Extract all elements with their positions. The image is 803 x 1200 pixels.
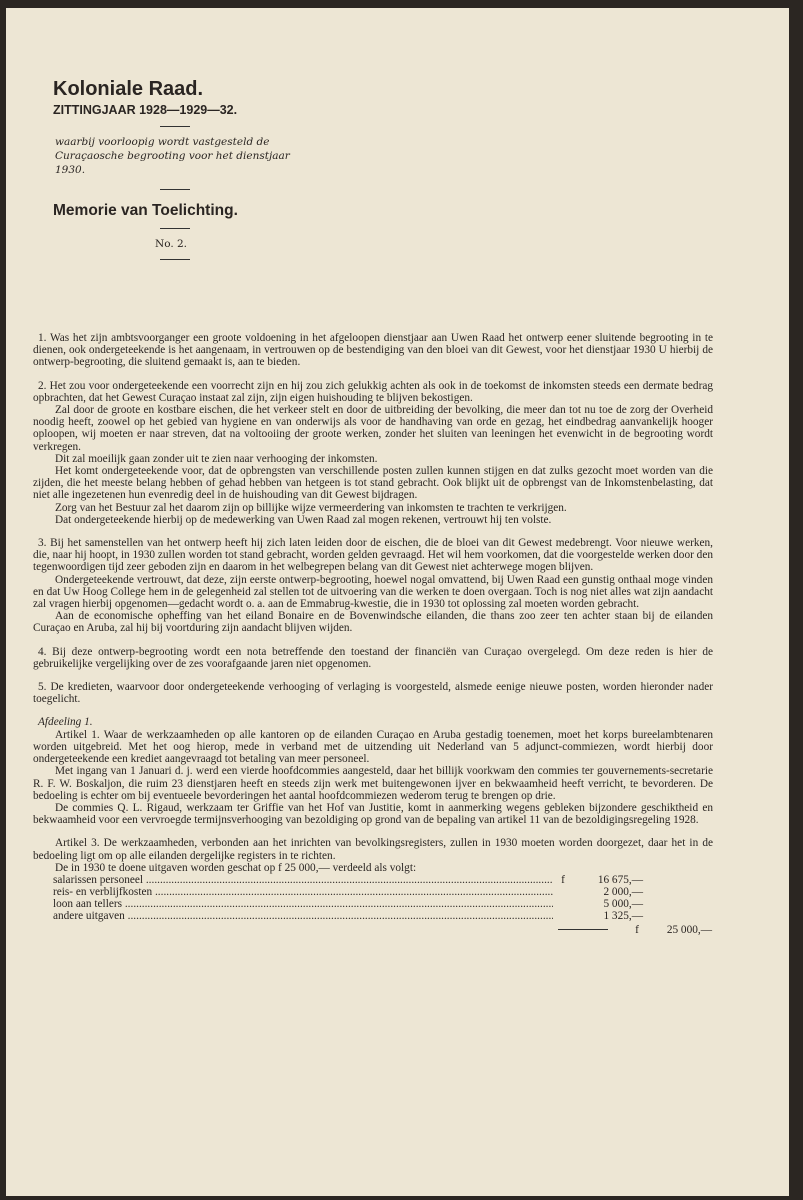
- document-number: No. 2.: [155, 238, 188, 250]
- paragraph: Aan de economische opheffing van het eiland Bonaire en de Bovenwindsche eilanden, die thans zoo zeer ten achter staan bij de eilanden Curaçao en Aruba, zal hij bij voortduring zijn aandacht blijven wijden.: [33, 610, 713, 635]
- cost-row: [33, 898, 713, 910]
- cost-total-row: [33, 924, 713, 936]
- divider: [160, 189, 190, 190]
- document-page: [6, 8, 789, 1196]
- paragraph: Dat ondergeteekende hierbij op de medewerking van Uwen Raad zal mogen rekenen, vertrouwt hij ten volste.: [55, 513, 552, 526]
- currency: f: [561, 873, 565, 886]
- paragraph: Dit zal moeilijk gaan zonder uit te zien naar verhooging der inkomsten.: [55, 452, 378, 465]
- paragraph: Ondergeteekende vertrouwt, dat deze, zijn eerste ontwerp-begrooting, hoewel nogal omvattend, bij Uwen Raad een gunstig onthaal moge vinden en dat Uw Hoog College hem in de gelegenheid zal stellen tot de uitvoering van die werken te doen overgaan. Toch is nog niet alles wat zijn aandacht zal vragen hierbij opgenomen—gedacht wordt o. a. aan de Emmabrug-kwestie, die in 1930 tot oplossing zal moeten worden gebracht.: [33, 573, 713, 611]
- paragraph-4: 4. Bij deze ontwerp-begrooting wordt een nota betreffende den toestand der financiën van Curaçao overgelegd. Om deze reden is hier de gebruikelijke vergelijking over de zes voorafgaande jaren niet opgenomen.: [33, 645, 713, 670]
- paragraph-3: 3. Bij het samenstellen van het ontwerp heeft hij zich laten leiden door de eischen, die de bloei van dit Gewest medebrengt. Voor nieuwe werken, die, naar hij hoopt, in 1930 zullen worden tot stand gebracht, worden gelden gevraagd. Het wil hem voorkomen, dat die voorgestelde werken door den tegenwoordigen tijd zeer geboden zijn en daarom in het welbegrepen belang van dit Gewest niet achterwege mogen blijven.: [33, 537, 713, 574]
- cost-row: [33, 910, 713, 922]
- paragraph-1: 1. Was het zijn ambtsvoorganger een groote voldoening in het afgeloopen dienstjaar aan Uwen Raad het ontwerp eener sluitende begrooting in te dienen, ook ondergeteekende is het aangenaam, in vertrouwen op de bestendiging van den bloei van dit Gewest, voor het dienstjaar 1930 U hierbij de ontwerp-begrooting, die sluitend gemaakt is, aan te bieden.: [33, 332, 713, 369]
- divider: [160, 228, 190, 229]
- cost-amount: 2 000,—: [603, 886, 643, 899]
- cost-label: salarissen personeel .....: [33, 874, 553, 886]
- paragraph-5: 5. De kredieten, waarvoor door ondergeteekende verhooging of verlaging is voorgesteld, alsmede eenige nieuwe posten, worden hieronder nader toegelicht.: [33, 681, 713, 706]
- cost-amount: 16 675,—: [597, 873, 643, 886]
- memorie-body: [33, 332, 713, 936]
- currency: f: [635, 923, 639, 936]
- paragraph: Zorg van het Bestuur zal het daarom zijn op billijke wijze vermeerdering van inkomsten te trachten te verkrijgen.: [55, 501, 567, 514]
- section-heading: Afdeeling 1.: [38, 716, 93, 729]
- cost-label: reis- en verblijfkosten .....: [33, 886, 553, 898]
- paragraph: Het komt ondergeteekende voor, dat de opbrengsten van verschillende posten zullen kunnen stijgen en dat zulks gezocht moet worden van die zijden, die het meeste belang hebben of gehad hebben van hetgeen is tot stand gebracht. Ook blijkt uit de opbrengst van de Inkomstenbelasting, dat niet alle ingezetenen hun evenredig deel in de huishouding van dit Gewest bijdragen.: [33, 465, 713, 502]
- cost-row: [33, 874, 713, 886]
- paragraph: Artikel 3. De werkzaamheden, verbonden aan het inrichten van bevolkingsregisters, zullen in 1930 moeten worden doorgezet, daar het in de bedoeling ligt om op alle eilanden dergelijke registers in te richten.: [33, 837, 713, 862]
- divider: [160, 126, 190, 127]
- paragraph: Met ingang van 1 Januari d. j. werd een vierde hoofdcommies aangesteld, daar het billijk voorkwam den commies ter gouvernements-secretarie R. F. W. Boskaljon, die ruim 23 dienstjaren heeft en steeds zijn werk met buitengewonen ijver en bekwaamheid heeft verricht, te bevorderen. De bedoeling is echter om bij eventueele bevorderingen het aantal hoofdcommiezen wederom terug te brengen op drie.: [33, 765, 713, 802]
- paragraph: De commies Q. L. Rigaud, werkzaam ter Griffie van het Hof van Justitie, komt in aanmerking wegens gebleken bijzondere geschiktheid en bekwaamheid voor een vervroegde termijnsverhooging van bezoldiging op grond van de bepaling van artikel 11 van de bezoldigingsregeling 1928.: [33, 801, 713, 827]
- council-title: Koloniale Raad.: [53, 78, 204, 100]
- document-header: [50, 78, 310, 260]
- session-year: ZITTINGJAAR 1928—1929—32.: [53, 103, 238, 117]
- paragraph-2: 2. Het zou voor ondergeteekende een voorrecht zijn en hij zou zich gelukkig achten als ook in de toekomst de inkomsten steeds een dermate bedrag opbrachten, dat het Gewest Curaçao instaat zal zijn, zijn eigen huishouding te blijven bekostigen.: [33, 379, 713, 404]
- cost-label: andere uitgaven .....: [33, 910, 553, 922]
- cost-amount: 5 000,—: [603, 898, 643, 911]
- divider: [160, 259, 190, 260]
- cost-row: [33, 886, 713, 898]
- cost-breakdown: [33, 874, 713, 936]
- total-rule: [558, 929, 608, 930]
- cost-amount: 1 325,—: [603, 910, 643, 923]
- paragraph: De in 1930 te doene uitgaven worden geschat op f 25 000,— verdeeld als volgt:: [55, 861, 417, 874]
- bill-description: waarbij voorloopig wordt vastgesteld de Curaçaosche begrooting voor het dienstjaar 1930.: [55, 136, 290, 176]
- cost-label: loon aan tellers .....: [33, 898, 553, 910]
- paragraph: Artikel 1. Waar de werkzaamheden op alle kantoren op de eilanden Curaçao en Aruba gestadig toenemen, moet het korps bureelambtenaren worden uitgebreid. Met het oog hierop, mede in verband met de uitzending uit Nederland van 5 adjunct-commiezen, wordt hierbij door ondergeteekende een krediet aangevraagd tot betaling van meer personeel.: [33, 728, 713, 766]
- memorie-heading: Memorie van Toelichting.: [53, 202, 238, 219]
- paragraph: Zal door de groote en kostbare eischen, die het verkeer stelt en door de uitbreiding der bevolking, die meer dan tot nu toe de zorg der Overheid noodig heeft, zoowel op het gebied van hygiene en van onderwijs als voor de handhaving van orde en gezag, het eindbedrag aanvankelijk hooger oploopen, wij moeten er naar streven, dat na voltooiing der groote werken, zonder het sluiten van leeningen het evenwicht in de begrooting wordt verkregen.: [33, 404, 713, 453]
- cost-total: 25 000,—: [666, 923, 712, 936]
